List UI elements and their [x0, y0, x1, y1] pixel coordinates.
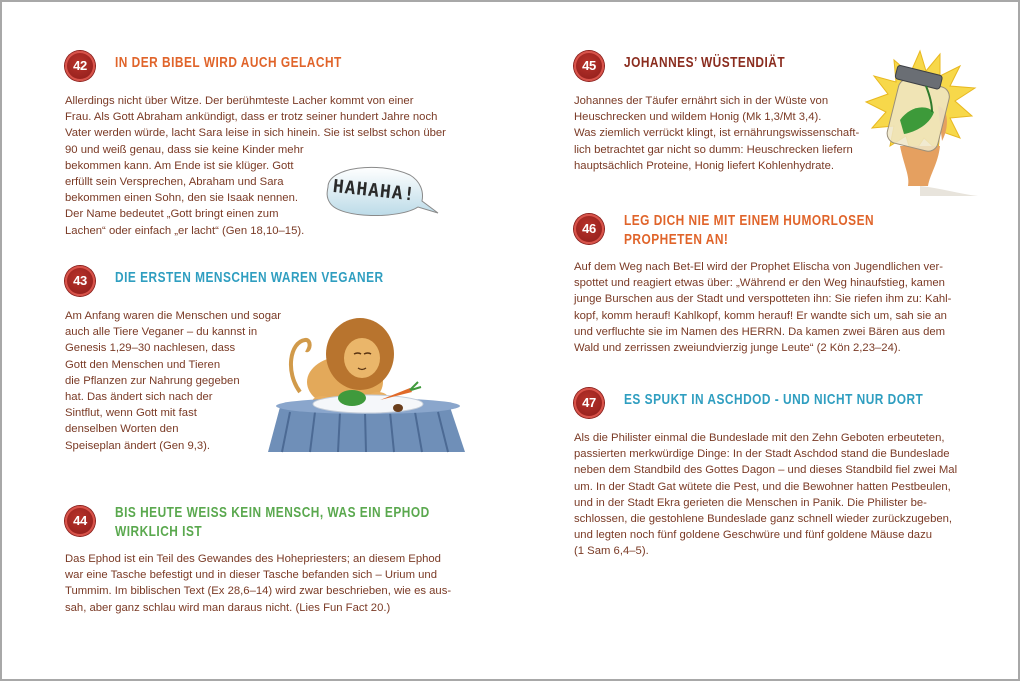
fact-number-badge: 45 [574, 51, 604, 81]
fact-title: LEG DICH NIE MIT EINEM HUMORLOSEN PROPHETEN AN! [624, 213, 875, 248]
fact-header [65, 501, 485, 541]
fact-body: Das Ephod ist ein Teil des Gewandes des Hohepriesters; an diesem Ephod war eine Tasche befestigt und in dieser Tasche befanden sich – Urium und Tummim. Im biblischen Text (Ex 28,6–14) wird zwar beschrieben, wie es aus- sah, aber ganz schlau wird man daraus nicht. (Lies Fun Fact 20.) [65, 553, 452, 614]
fact-header [65, 51, 485, 85]
fact-body: Johannes der Täufer ernährt sich in der Wüste von Heuschrecken und wildem Honig (Mk 1,3/Mt 3,4). Was ziemlich verrückt klingt, ist ernährungswissenschaft- lich betrachtet gar nicht so dumm: Heuschrecken liefern hauptsächlich Proteine, Honig liefert Kohlenhydrate. [574, 95, 860, 172]
fact-number-badge: 44 [65, 506, 95, 536]
fact-46 [574, 209, 994, 356]
fact-header [574, 388, 994, 422]
fact-title: IN DER BIBEL WIRD AUCH GELACHT [115, 55, 342, 71]
fact-number-badge: 43 [65, 266, 95, 296]
fact-47 [574, 388, 994, 560]
fact-header [574, 209, 994, 249]
fact-44 [65, 501, 485, 616]
fact-title: ES SPUKT IN ASCHDOD - UND NICHT NUR DORT [624, 392, 924, 408]
fact-title: DIE ERSTEN MENSCHEN WAREN VEGANER [115, 270, 384, 286]
fact-body: Auf dem Weg nach Bet-El wird der Prophet Elischa von Jugendlichen ver- spottet und reagiert etwas über: „Während er den Weg hinaufstieg, kamen junge Burschen aus der Stadt und verspotteten ihn: Sie riefen ihm zu: Kahl- kopf, komm herauf! Kahlkopf, komm herauf! Er wandte sich um, sah sie an und verfluchte sie im Namen des HERRN. Da kamen zwei Bären aus dem Wald und zerrissen zweiundvierzig junge Leute“ (2 Kön 2,23–24). [574, 261, 952, 355]
fact-body: Am Anfang waren die Menschen und sogar auch alle Tiere Veganer – du kannst in Genesis 1,29–30 nachlesen, dass Gott den Menschen und Tieren die Pflanzen zur Nahrung gegeben hat. Das ändert sich nach der Sintflut, wenn Gott mit fast denselben Worten den Speiseplan ändert (Gen 9,3). [65, 310, 282, 452]
fact-header [574, 51, 874, 85]
fact-body: Als die Philister einmal die Bundeslade mit den Zehn Geboten erbeuteten, passierten merkwürdige Dinge: In der Stadt Aschdod stand die Bundeslade neben dem Standbild des Gottes Dagon – und dieses Standbild fiel zwei Mal um. In der Stadt Gat wütete die Pest, und die Bewohner hatten Pestbeulen, und in der Stadt Ekra gerieten die Menschen in Panik. Die Philister be- schlossen, die gestohlene Bundeslade ganz schnell wieder zurückzugeben, und legten noch fünf goldene Geschwüre und fünf goldene Mäuse dazu (1 Sam 6,4–5). [574, 432, 958, 558]
fact-title: JOHANNES’ WÜSTENDIÄT [624, 55, 786, 71]
fact-number-badge: 42 [65, 51, 95, 81]
fact-title: BIS HEUTE WEISS KEIN MENSCH, WAS EIN EPHOD WIRKLICH IST [115, 505, 430, 540]
speech-bubble-icon [320, 157, 445, 225]
fact-number-badge: 47 [574, 388, 604, 418]
fact-number-badge: 46 [574, 214, 604, 244]
lion-at-table-icon [260, 312, 470, 462]
bubble-text: HAHAHA! [331, 176, 417, 206]
fact-45 [574, 51, 874, 174]
fact-header [65, 266, 485, 300]
locust-jar-icon [860, 46, 980, 196]
fact-body: Allerdings nicht über Witze. Der berühmteste Lacher kommt von einer Frau. Als Gott Abraham ankündigt, dass er trotz seiner hundert Jahre noch Vater werden würde, lacht Sara leise in sich hinein. Sie ist selbst schon über 90 und weiß genau, dass sie keine Kinder mehr bekommen kann. Am Ende ist sie klüger. Gott erfüllt sein Versprechen, Abraham und Sara bekommen einen Sohn, den sie Isaak nennen. Der Name bedeutet „Gott bringt einen zum Lachen“ oder einfach „er lacht“ (Gen 18,10–15). [65, 95, 446, 237]
